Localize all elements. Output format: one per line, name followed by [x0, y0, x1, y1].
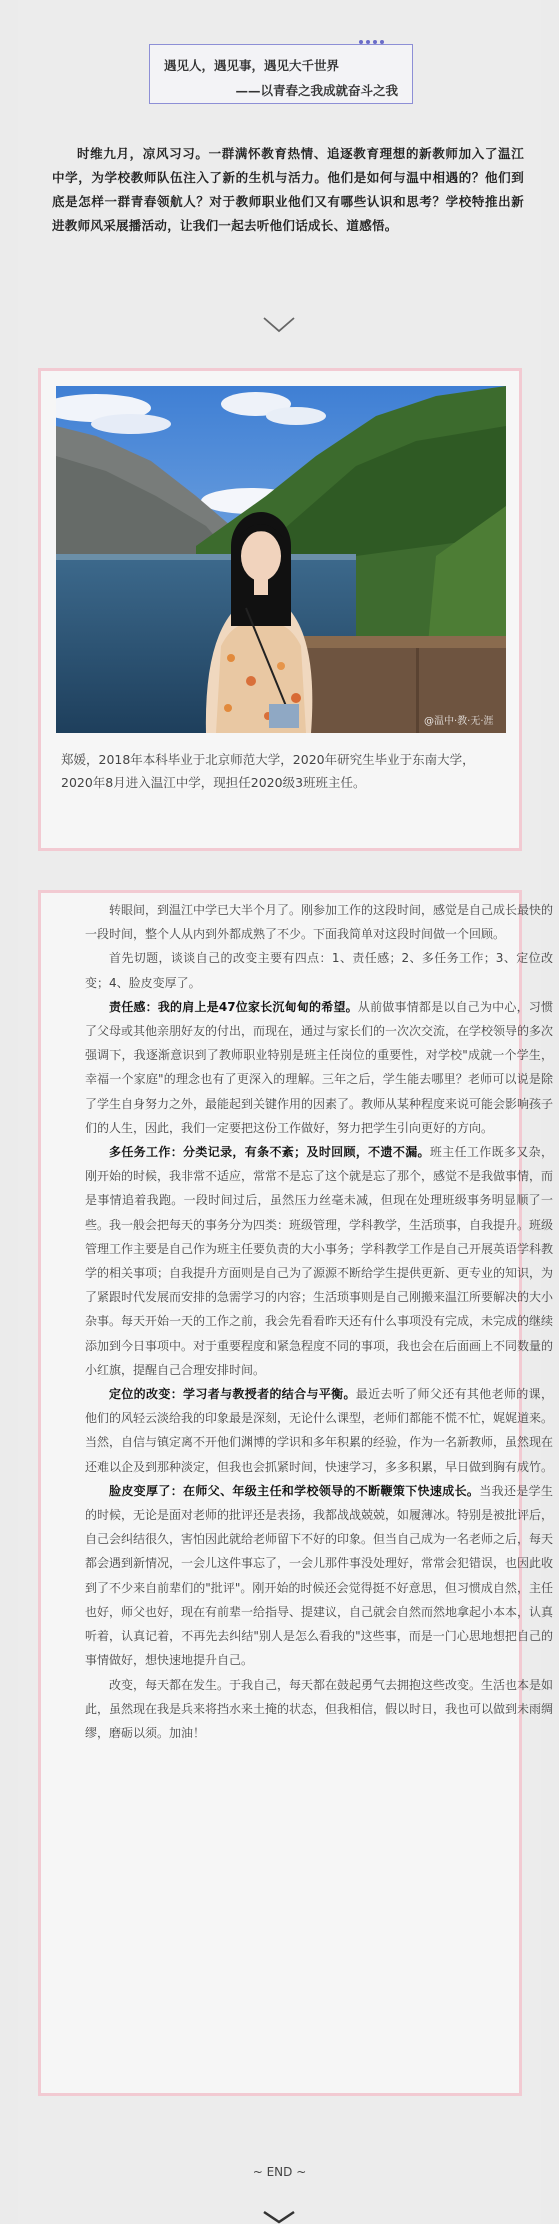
paragraph: 改变，每天都在发生。于我自己，每天都在鼓起勇气去拥抱这些改变。生活也本是如此，虽然现在我是兵来将挡水来土掩的状态，但我相信，假以时日，我也可以做到未雨绸缪，磨砺以须。加油！	[85, 1677, 554, 1740]
header-quote-box	[149, 44, 413, 104]
article-body	[85, 898, 553, 1745]
photo-watermark: @温中·教·无·涯	[424, 716, 494, 727]
paragraph	[85, 1382, 553, 1479]
article-card	[38, 890, 554, 2096]
decor-dots	[355, 40, 388, 44]
paragraph: 首先切题，谈谈自己的改变主要有四点：1、责任感；2、多任务工作；3、定位改变；4、脸皮变厚了。	[85, 951, 553, 990]
section-heading: 多任务工作：分类记录，有条不紊；及时回顾，不遗不漏。	[109, 1145, 430, 1160]
quote-line-1: 遇见人，遇见事，遇见大千世界	[164, 58, 340, 73]
end-marker: ~ END ~	[252, 2165, 307, 2179]
paragraph-text: 当我还是学生的时候，无论是面对老师的批评还是表扬，我都战战兢兢，如履薄冰。特别是被批评后，自己会纠结很久，害怕因此就给老师留下不好的印象。但当自己成为一名老师之后，每天都会遇到新情况，一会儿这件事忘了，一会儿那件事没处理好，常常会犯错误，也因此收到了不少来自前辈们的"批评"。刚开始的时候还会觉得挺不好意思，但习惯成自然，主任也好，师父也好，现在有前辈一给指导、提建议，自己就会自然而然地拿起小本本，认真听着，认真记着，不再先去纠结"别人是怎么看我的"这些事，而是一门心思地想把自己的事情做好，想快速地提升自己。	[85, 1483, 554, 1668]
section-heading: 责任感：我的肩上是47位家长沉甸甸的希望。	[109, 999, 358, 1014]
section-heading: 脸皮变厚了：在师父、年级主任和学校领导的不断鞭策下快速成长。	[109, 1483, 480, 1498]
profile-card	[38, 368, 522, 851]
paragraph	[85, 1140, 553, 1382]
paragraph-text: 班主任工作既多又杂，刚开始的时候，我非常不适应，常常不是忘了这个就是忘了那个，感觉不是我做事情，而是事情追着我跑。一段时间过后，虽然压力丝毫未减，但现在处理班级事务明显顺了一些。我一般会把每天的事务分为四类：班级管理，学科教学，生活琐事，自我提升。班级管理工作主要是自己作为班主任要负责的大小事务；学科教学工作是自己开展英语学科教学的相关事项；自我提升方面则是自己为了源源不断给学生提供更新、更专业的知识，为了紧跟时代发展而安排的急需学习的内容；生活琐事则是自己刚搬来温江所要解决的大小杂事。每天开始一天的工作之前，我会先看看昨天还有什么事项没有完成，未完成的继续添加到今日事项中。对于重要程度和紧急程度不同的事项，我也会在后面画上不同数量的小红旗，提醒自己合理安排时间。	[85, 1145, 554, 1377]
section-heading: 定位的改变：学习者与教授者的结合与平衡。	[109, 1387, 356, 1402]
chevron-down-icon	[262, 2210, 296, 2224]
quote-line-2: ——以青春之我成就奋斗之我	[235, 83, 398, 98]
teacher-bio: 郑媛，2018年本科毕业于北京师范大学，2020年研究生毕业于东南大学，2020年8月进入温江中学，现担任2020级3班班主任。	[61, 752, 475, 790]
paragraph: 转眼间，到温江中学已大半个月了。刚参加工作的这段时间，感觉是自己成长最快的一段时间，整个人从内到外都成熟了不少。下面我简单对这段时间做一个回顾。	[85, 903, 554, 942]
chevron-down-icon	[262, 316, 296, 334]
paragraph-text: 从前做事情都是以自己为中心，习惯了父母或其他亲朋好友的付出，而现在，通过与家长们的一次次交流，在学校领导的多次强调下，我逐渐意识到了教师职业特别是班主任岗位的重要性，对学校"成就一个学生，幸福一个家庭"的理念也有了更深入的理解。三年之后，学生能去哪里？老师可以说是除了学生自身努力之外，最能起到关键作用的因素了。教师从某种程度来说可能会影响孩子们的人生，因此，我们一定要把这份工作做好，努力把学生引向更好的方向。	[85, 999, 554, 1135]
paragraph	[85, 995, 553, 1140]
paragraph	[85, 1479, 553, 1673]
intro-paragraph: 时维九月，凉风习习。一群满怀教育热情、追逐教育理想的新教师加入了温江中学，为学校教师队伍注入了新的生机与活力。他们是如何与温中相遇的？他们到底是怎样一群青春领航人？对于教师职业他们又有哪些认识和思考？学校特推出新进教师风采展播活动，让我们一起去听他们话成长、道感悟。	[52, 146, 524, 233]
paragraph-text: 最近去听了师父还有其他老师的课，他们的风轻云淡给我的印象最是深刻，无论什么课型，老师们都能不慌不忙，娓娓道来。当然，自信与镇定离不开他们渊博的学识和多年积累的经验，作为一名新教师，虽然现在还难以企及到那种淡定，但我也会抓紧时间，快速学习，多多积累，早日做到胸有成竹。	[85, 1387, 554, 1474]
teacher-photo	[56, 386, 506, 733]
